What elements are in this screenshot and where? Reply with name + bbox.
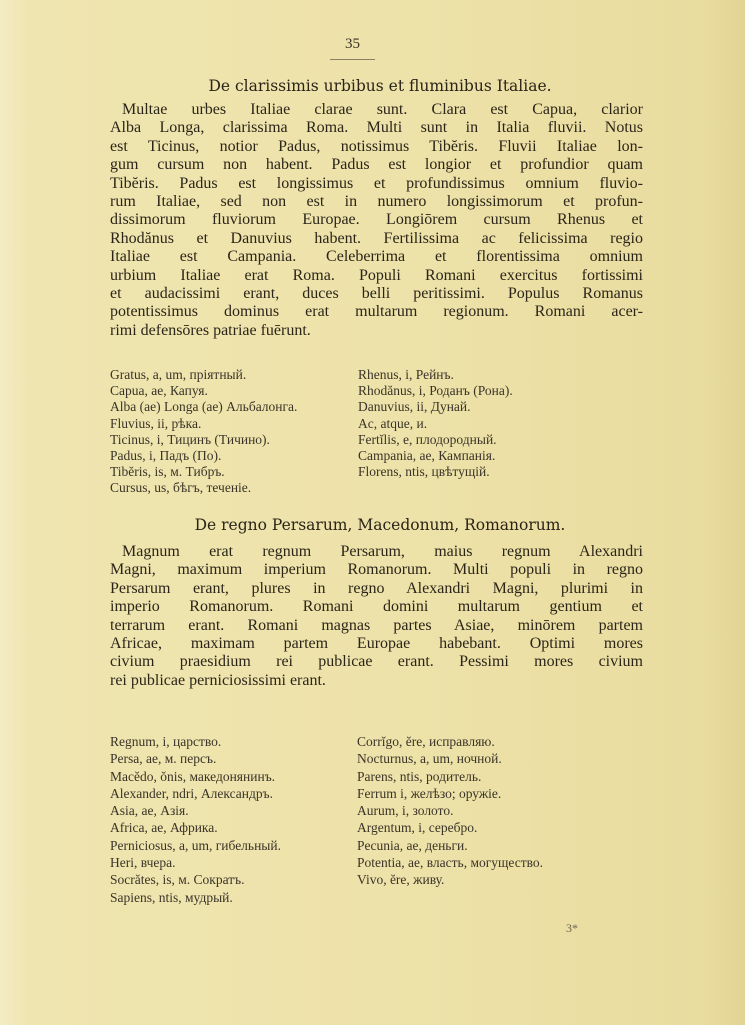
paragraph-line: Rhodănus et Danuvius habent. Fertilissima ac felicissima regio xyxy=(110,229,643,247)
page-number-rule xyxy=(330,59,375,60)
vocab-entry: Argentum, i, серебро. xyxy=(357,820,478,836)
vocab-entry: Aurum, i, золото. xyxy=(357,803,454,819)
vocab-entry: Vivo, ĕre, живу. xyxy=(357,872,445,888)
vocab-entry: Campania, ae, Кампанія. xyxy=(358,447,496,463)
vocab-entry: Alexander, ndri, Александръ. xyxy=(110,785,273,801)
vocab-entry: Gratus, a, um, пріятный. xyxy=(110,367,247,382)
paragraph-line: imperio Romanorum. Romani domini multarum gentium et xyxy=(110,598,643,616)
vocab-entry: Parens, ntis, родитель. xyxy=(357,768,482,784)
paragraph-line: urbium Italiae erat Roma. Populi Romani exercitus fortissimi xyxy=(110,266,643,284)
vocab-entry: Cursus, us, бѣгъ, теченіе. xyxy=(110,480,252,496)
paragraph-line: Africae, maximam partem Europae habebant. Optimi mores xyxy=(110,634,643,652)
section1-paragraph xyxy=(110,101,643,340)
paragraph-line: est Ticinus, notior Padus, notissimus Tibĕris. Fluvii Italiae lon- xyxy=(110,137,643,155)
vocab-entry: Ac, atque, и. xyxy=(358,415,428,431)
vocab-entry: Macĕdo, ŏnis, македонянинъ. xyxy=(110,768,276,784)
vocab-entry: Capua, ae, Капуя. xyxy=(110,383,208,399)
vocab-entry: Perniciosus, a, um, гибельный. xyxy=(110,837,281,853)
paragraph-line: Alba Longa, clarissima Roma. Multi sunt in Italia fluvii. Notus xyxy=(110,119,643,137)
vocab-entry: Rhodănus, i, Роданъ (Рона). xyxy=(358,383,513,399)
paragraph-line: Tibĕris. Padus est longissimus et profundissimus omnium fluvio- xyxy=(110,174,643,192)
vocab-entry: Alba (ae) Longa (ae) Альбалонга. xyxy=(110,399,298,415)
section-title-1: De clarissimis urbibus et fluminibus Italiae. xyxy=(208,77,552,95)
section2-paragraph xyxy=(110,543,643,690)
signature-mark: 3* xyxy=(566,921,578,935)
vocab-entry: Asia, ae, Азія. xyxy=(110,803,189,819)
vocab-entry: Socrătes, is, м. Сократъ. xyxy=(110,872,245,888)
vocab-entry: Ticinus, i, Тицинъ (Тичино). xyxy=(110,431,270,447)
paragraph-line: rimi defensōres patriae fuērunt. xyxy=(110,321,311,339)
vocab-entry: Regnum, i, царство. xyxy=(110,734,222,749)
vocab-list-2-left xyxy=(110,733,281,906)
section-title-2: De regno Persarum, Macedonum, Romanorum. xyxy=(194,516,566,534)
vocab-entry: Corrĭgo, ĕre, исправляю. xyxy=(357,734,495,749)
vocab-entry: Fluvius, ii, рѣка. xyxy=(110,415,202,431)
vocab-list-1-right xyxy=(358,367,513,480)
vocab-list-1-left xyxy=(110,367,297,497)
vocab-entry: Persa, ae, м. персъ. xyxy=(110,751,217,767)
vocab-entry: Ferrum i, желѣзо; оружіе. xyxy=(357,785,502,801)
vocab-entry: Nocturnus, a, um, ночной. xyxy=(357,751,502,767)
vocab-entry: Pecunia, ae, деньги. xyxy=(357,837,468,853)
paragraph-line: Italiae est Campania. Celeberrima et florentissima omnium xyxy=(110,248,643,266)
vocab-entry: Padus, i, Падъ (По). xyxy=(110,447,222,463)
paragraph-line: dissimorum fluviorum Europae. Longiōrem cursum Rhenus et xyxy=(110,211,643,229)
vocab-entry: Africa, ae, Африка. xyxy=(110,820,218,836)
paragraph-line: Persarum erant, plures in regno Alexandri Magni, plurimi in xyxy=(110,579,643,597)
vocab-entry: Danuvius, ii, Дунай. xyxy=(358,399,471,415)
vocab-entry: Fertĭlis, e, плодородный. xyxy=(358,431,497,447)
paragraph-line: Magnum erat regnum Persarum, maius regnum Alexandri xyxy=(122,543,643,560)
paragraph-line: et audacissimi erant, duces belli peritissimi. Populus Romanus xyxy=(110,284,643,302)
paragraph-line: rum Italiae, sed non est in numero longissimorum et profun- xyxy=(110,192,643,210)
paragraph-line: civium praesidium rei publicae erant. Pessimi mores civium xyxy=(110,653,643,671)
paragraph-line: potentissimus dominus erat multarum regionum. Romani acer- xyxy=(110,303,643,321)
paragraph-line: terrarum erant. Romani magnas partes Asiae, minōrem partem xyxy=(110,616,643,634)
paragraph-line: rei publicae perniciosissimi erant. xyxy=(110,671,326,689)
paragraph-line: Multae urbes Italiae clarae sunt. Clara est Capua, clarior xyxy=(122,101,643,118)
paragraph-line: Magni, maximum imperium Romanorum. Multi populi in regno xyxy=(110,561,643,579)
vocab-entry: Florens, ntis, цвѣтущій. xyxy=(358,464,490,480)
vocab-entry: Heri, вчера. xyxy=(110,855,176,871)
vocab-entry: Rhenus, i, Рейнъ. xyxy=(358,367,454,382)
vocab-entry: Sapiens, ntis, мудрый. xyxy=(110,889,233,905)
vocab-entry: Potentia, ae, власть, могущество. xyxy=(357,855,544,871)
paragraph-line: gum cursum non habent. Padus est longior et profundior quam xyxy=(110,156,643,174)
vocab-entry: Tibĕris, is, м. Тибръ. xyxy=(110,464,225,480)
vocab-list-2-right xyxy=(357,733,543,889)
page-number: 35 xyxy=(345,36,360,52)
